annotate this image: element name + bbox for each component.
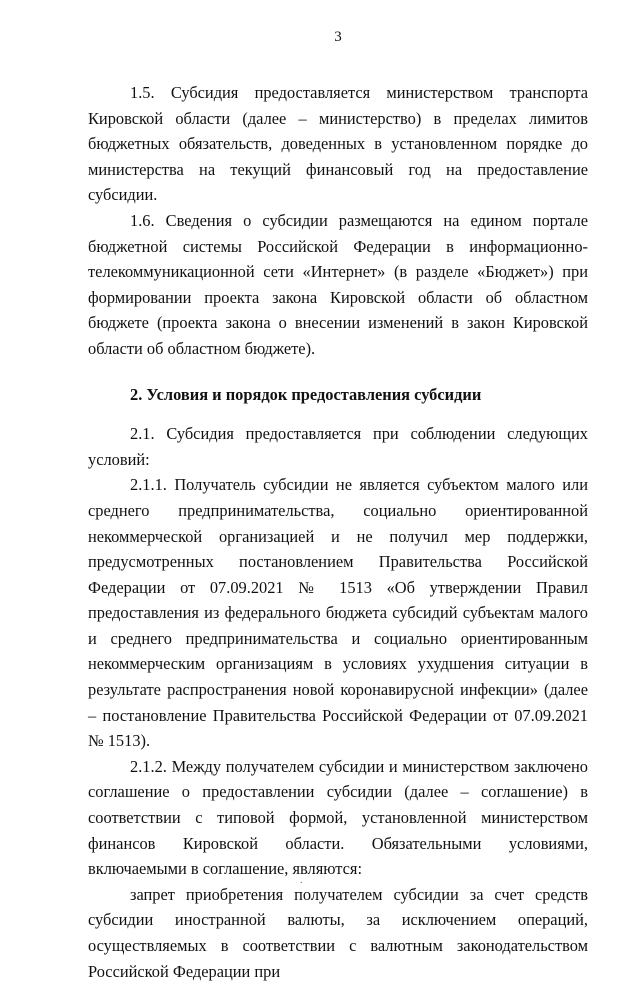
- paragraph-1-6: 1.6. Сведения о субсидии размещаются на едином портале бюджетной системы Российской Федерации в информационно-телекоммуникационной сети «Интернет» (в разделе «Бюджет») при формировании проекта закона Кировской области об областном бюджете (проекта закона о внесении изменений в закон Кировской области об областном бюджете).: [88, 210, 588, 358]
- paragraph-currency-ban: запрет приобретения получателем субсидии за счет средств субсидии иностранной валюты, за исключением операций, осуществляемых в соответствии с валютным законодательством Российской Федерации при: [88, 884, 588, 981]
- document-page: [88, 28, 588, 984]
- section-heading-2: 2. Условия и порядок предоставления субсидии: [130, 384, 482, 404]
- paragraph-2-1: 2.1. Субсидия предоставляется при соблюдении следующих условий:: [88, 424, 588, 469]
- paragraph-2-1-2: 2.1.2. Между получателем субсидии и министерством заключено соглашение о предоставлении субсидии (далее – соглашение) в соответствии с типовой формой, установленной министерством финансов Кировской области. Обязательными условиями, включаемыми в соглашение, являются:: [88, 756, 588, 879]
- paragraph-1-5: 1.5. Субсидия предоставляется министерством транспорта Кировской области (далее – министерство) в пределах лимитов бюджетных обязательств, доведенных в установленном порядке до министерства на текущий финансовый год на предоставление субсидии.: [88, 83, 588, 205]
- paragraph-2-1-1: 2.1.1. Получатель субсидии не является субъектом малого или среднего предпринимательства, социально ориентированной некоммерческой организацией и не получил мер поддержки, предусмотренных постановлением Правительства Российской Федерации от 07.09.2021 № 1513 «Об утверждении Правил предоставления из федерального бюджета субсидий субъектам малого и среднего предпринимательства и социально ориентированным некоммерческим организациям в условиях ухудшения ситуации в результате распространения новой коронавирусной инфекции» (далее – постановление Правительства Российской Федерации от 07.09.2021 № 1513).: [88, 475, 588, 751]
- page-number: 3: [334, 29, 342, 45]
- footer-mark: .: [300, 875, 303, 886]
